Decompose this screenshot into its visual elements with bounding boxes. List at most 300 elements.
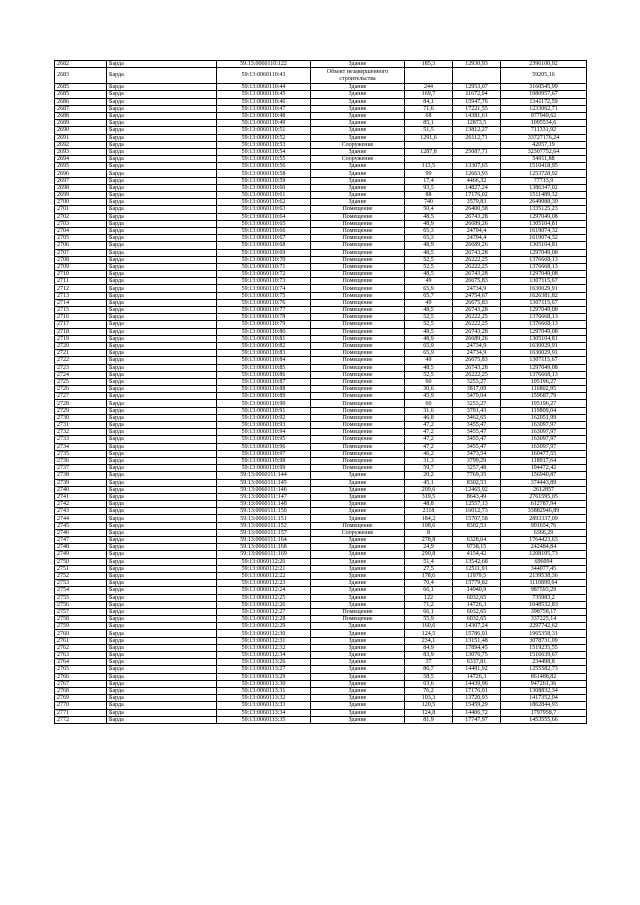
cadastral-value-cell: 1965358,31 <box>501 630 587 637</box>
row-number-cell: 2723 <box>55 364 107 371</box>
row-number-cell: 2757 <box>55 608 107 615</box>
unit-value-cell: 25087,71 <box>453 148 501 155</box>
area-cell: 47,2 <box>405 422 453 429</box>
row-number-cell: 2730 <box>55 414 107 421</box>
cadastral-value-cell: 1305104,81 <box>501 242 587 249</box>
table-row <box>55 501 587 508</box>
unit-value-cell: 24794,4 <box>453 227 501 234</box>
area-cell: 65,9 <box>405 350 453 357</box>
unit-value-cell: 8643,49 <box>453 493 501 500</box>
unit-value-cell: 17221,55 <box>453 105 501 112</box>
table-body <box>55 61 587 724</box>
unit-value-cell: 13151,48 <box>453 637 501 644</box>
object-type-cell: Помещение <box>311 335 405 342</box>
object-type-cell: Здание <box>311 587 405 594</box>
locality-cell: Барда <box>107 213 217 220</box>
area-cell: 88 <box>405 192 453 199</box>
row-number-cell: 2726 <box>55 386 107 393</box>
area-cell: 37 <box>405 659 453 666</box>
cadastral-number-cell: 59:13:0060112:31 <box>217 637 311 644</box>
row-number-cell: 2705 <box>55 235 107 242</box>
cadastral-value-cell: 977949,62 <box>501 112 587 119</box>
object-type-cell: Здание <box>311 91 405 98</box>
cadastral-value-cell: 194472,42 <box>501 465 587 472</box>
cadastral-number-cell: 59:13:0060110:58 <box>217 170 311 177</box>
unit-value-cell: 26743,28 <box>453 307 501 314</box>
object-type-cell: Помещение <box>311 450 405 457</box>
table-row <box>55 558 587 565</box>
unit-value-cell: 7769,35 <box>453 472 501 479</box>
cadastral-number-cell: 59:13:0060111:151 <box>217 515 311 522</box>
unit-value-cell: 3462,65 <box>453 414 501 421</box>
locality-cell: Барда <box>107 112 217 119</box>
table-row <box>55 608 587 615</box>
table-row <box>55 263 587 270</box>
row-number-cell: 2755 <box>55 594 107 601</box>
row-number-cell: 2751 <box>55 565 107 572</box>
table-row <box>55 695 587 702</box>
object-type-cell: Помещение <box>311 256 405 263</box>
row-number-cell: 2712 <box>55 285 107 292</box>
unit-value-cell: 6328,64 <box>453 537 501 544</box>
area-cell: 81,9 <box>405 716 453 723</box>
area-cell: 60 <box>405 378 453 385</box>
row-number-cell: 2682 <box>55 61 107 68</box>
cadastral-number-cell: 59:13:0060113:30 <box>217 680 311 687</box>
cadastral-number-cell: 59:13:0060110:56 <box>217 163 311 170</box>
table-row <box>55 177 587 184</box>
object-type-cell: Помещение <box>311 227 405 234</box>
area-cell: 108,6 <box>405 522 453 529</box>
cadastral-value-cell: 119809,04 <box>501 407 587 414</box>
row-number-cell: 2739 <box>55 479 107 486</box>
unit-value-cell: 3253,27 <box>453 400 501 407</box>
table-row <box>55 98 587 105</box>
object-type-cell: Помещение <box>311 378 405 385</box>
locality-cell: Барда <box>107 457 217 464</box>
cadastral-number-cell: 59:13:0060110:45 <box>217 91 311 98</box>
cadastral-value-cell: 1980957,67 <box>501 91 587 98</box>
row-number-cell: 2772 <box>55 716 107 723</box>
unit-value-cell <box>453 68 501 84</box>
table-row <box>55 127 587 134</box>
locality-cell: Барда <box>107 450 217 457</box>
row-number-cell: 2702 <box>55 213 107 220</box>
row-number-cell: 2736 <box>55 457 107 464</box>
object-type-cell: Здание <box>311 148 405 155</box>
cadastral-number-cell: 59:13:0060112:29 <box>217 623 311 630</box>
object-type-cell: Помещение <box>311 429 405 436</box>
row-number-cell: 2747 <box>55 537 107 544</box>
locality-cell: Барда <box>107 141 217 148</box>
area-cell: 65,9 <box>405 285 453 292</box>
object-type-cell: Здание <box>311 565 405 572</box>
row-number-cell: 2708 <box>55 256 107 263</box>
cadastral-number-cell: 59:13:0060113:27 <box>217 666 311 673</box>
cadastral-number-cell: 59:13:0060110:51 <box>217 127 311 134</box>
table-row <box>55 68 587 84</box>
table-row <box>55 493 587 500</box>
table-row <box>55 371 587 378</box>
locality-cell: Барда <box>107 594 217 601</box>
unit-value-cell: 15947,76 <box>453 98 501 105</box>
locality-cell: Барда <box>107 422 217 429</box>
cadastral-value-cell: 1376668,13 <box>501 314 587 321</box>
object-type-cell: Здание <box>311 551 405 558</box>
cadastral-number-cell: 59:13:0060110:77 <box>217 307 311 314</box>
locality-cell: Барда <box>107 285 217 292</box>
row-number-cell: 2701 <box>55 206 107 213</box>
table-row <box>55 522 587 529</box>
object-type-cell: Здание <box>311 680 405 687</box>
area-cell: 71,2 <box>405 601 453 608</box>
cadastral-number-cell: 59:13:0060111:144 <box>217 472 311 479</box>
locality-cell: Барда <box>107 630 217 637</box>
cadastral-value-cell: 1305104,81 <box>501 335 587 342</box>
area-cell: 48,9 <box>405 335 453 342</box>
locality-cell: Барда <box>107 278 217 285</box>
row-number-cell: 2725 <box>55 378 107 385</box>
cadastral-number-cell: 59:13:0060110:46 <box>217 98 311 105</box>
area-cell: 63,6 <box>405 680 453 687</box>
locality-cell: Барда <box>107 314 217 321</box>
cadastral-number-cell: 59:13:0060112:20 <box>217 558 311 565</box>
object-type-cell: Здание <box>311 105 405 112</box>
area-cell: 24,9 <box>405 544 453 551</box>
unit-value-cell: 26689,26 <box>453 335 501 342</box>
cadastral-number-cell: 59:13:0060110:43 <box>217 68 311 84</box>
cadastral-value-cell: 3078731,09 <box>501 637 587 644</box>
object-type-cell: Здание <box>311 127 405 134</box>
cadastral-number-cell: 59:13:0060110:91 <box>217 407 311 414</box>
unit-value-cell: 26112,71 <box>453 134 501 141</box>
cadastral-value-cell: 2761595,05 <box>501 493 587 500</box>
area-cell: 46,2 <box>405 450 453 457</box>
unit-value-cell: 13812,27 <box>453 127 501 134</box>
unit-value-cell: 24734,9 <box>453 350 501 357</box>
object-type-cell: Сооружение <box>311 141 405 148</box>
unit-value-cell: 17894,45 <box>453 644 501 651</box>
unit-value-cell: 6032,65 <box>453 594 501 601</box>
table-row <box>55 112 587 119</box>
area-cell: 99 <box>405 170 453 177</box>
object-type-cell: Помещение <box>311 220 405 227</box>
table-row <box>55 350 587 357</box>
cadastral-number-cell: 59:13:0060110:79 <box>217 321 311 328</box>
locality-cell: Барда <box>107 105 217 112</box>
area-cell: 70,4 <box>405 580 453 587</box>
area-cell: 209,6 <box>405 486 453 493</box>
cadastral-number-cell: 59:13:0060110:99 <box>217 465 311 472</box>
unit-value-cell: 3455,47 <box>453 443 501 450</box>
row-number-cell: 2727 <box>55 393 107 400</box>
locality-cell: Барда <box>107 170 217 177</box>
row-number-cell: 2687 <box>55 105 107 112</box>
cadastral-number-cell: 59:13:0060110:52 <box>217 134 311 141</box>
unit-value-cell: 26222,25 <box>453 263 501 270</box>
object-type-cell: Помещение <box>311 263 405 270</box>
cadastral-number-cell: 59:13:0060111:150 <box>217 508 311 515</box>
cadastral-value-cell: 1297049,08 <box>501 271 587 278</box>
area-cell: 319,5 <box>405 493 453 500</box>
row-number-cell: 2764 <box>55 659 107 666</box>
row-number-cell: 2698 <box>55 184 107 191</box>
area-cell: 8 <box>405 529 453 536</box>
cadastral-value-cell: 1797958,7 <box>501 709 587 716</box>
area-cell: 31,3 <box>405 457 453 464</box>
cadastral-number-cell: 59:13:0060110:67 <box>217 235 311 242</box>
locality-cell: Барда <box>107 127 217 134</box>
unit-value-cell: 14481,92 <box>453 666 501 673</box>
table-row <box>55 637 587 644</box>
table-row <box>55 572 587 579</box>
cadastral-number-cell: 59:13:0060111:164 <box>217 537 311 544</box>
row-number-cell: 2762 <box>55 644 107 651</box>
unit-value-cell: 14307,24 <box>453 623 501 630</box>
object-type-cell: Помещение <box>311 350 405 357</box>
locality-cell: Барда <box>107 716 217 723</box>
table-row <box>55 587 587 594</box>
area-cell: 51,4 <box>405 558 453 565</box>
row-number-cell: 2749 <box>55 551 107 558</box>
cadastral-value-cell: 1630029,91 <box>501 285 587 292</box>
unit-value-cell: 3799,29 <box>453 457 501 464</box>
area-cell <box>405 156 453 163</box>
cadastral-number-cell: 59:13:0060110:59 <box>217 177 311 184</box>
table-row <box>55 213 587 220</box>
cadastral-value-cell: 195196,27 <box>501 400 587 407</box>
table-row <box>55 120 587 127</box>
row-number-cell: 2733 <box>55 436 107 443</box>
locality-cell: Барда <box>107 357 217 364</box>
object-type-cell: Здание <box>311 134 405 141</box>
area-cell: 49 <box>405 278 453 285</box>
row-number-cell: 2713 <box>55 292 107 299</box>
object-type-cell: Помещение <box>311 285 405 292</box>
area-cell: 48,5 <box>405 249 453 256</box>
area-cell: 68 <box>405 112 453 119</box>
unit-value-cell: 3817,09 <box>453 386 501 393</box>
cadastral-number-cell: 59:13:0060110:81 <box>217 335 311 342</box>
table-row <box>55 551 587 558</box>
area-cell: 244 <box>405 84 453 91</box>
area-cell: 45,9 <box>405 393 453 400</box>
cadastral-number-cell: 59:13:0060113:35 <box>217 716 311 723</box>
unit-value-cell: 15459,29 <box>453 702 501 709</box>
unit-value-cell: 13720,93 <box>453 695 501 702</box>
cadastral-number-cell: 59:13:0060111:147 <box>217 493 311 500</box>
unit-value-cell: 12930,93 <box>453 61 501 68</box>
unit-value-cell: 24734,9 <box>453 285 501 292</box>
unit-value-cell: 8302,53 <box>453 479 501 486</box>
cadastral-value-cell: 1253728,92 <box>501 170 587 177</box>
object-type-cell: Здание <box>311 493 405 500</box>
table-row <box>55 422 587 429</box>
object-type-cell: Здание <box>311 177 405 184</box>
row-number-cell: 2752 <box>55 572 107 579</box>
row-number-cell: 2761 <box>55 637 107 644</box>
unit-value-cell: 11979,5 <box>453 572 501 579</box>
row-number-cell: 2748 <box>55 544 107 551</box>
cadastral-value-cell: 33727176,24 <box>501 134 587 141</box>
locality-cell: Барда <box>107 479 217 486</box>
cadastral-number-cell: 59:13:0060111:145 <box>217 479 311 486</box>
table-row <box>55 91 587 98</box>
area-cell: 169,7 <box>405 91 453 98</box>
area-cell: 113,5 <box>405 163 453 170</box>
cadastral-value-cell: 2893337,09 <box>501 515 587 522</box>
locality-cell: Барда <box>107 271 217 278</box>
cadastral-number-cell: 59:13:0060110:49 <box>217 120 311 127</box>
row-number-cell: 2737 <box>55 465 107 472</box>
locality-cell: Барда <box>107 537 217 544</box>
table-row <box>55 271 587 278</box>
cadastral-number-cell: 59:13:0060110:47 <box>217 105 311 112</box>
area-cell: 290,8 <box>405 551 453 558</box>
object-type-cell: Здание <box>311 716 405 723</box>
cadastral-number-cell: 59:13:0060113:34 <box>217 709 311 716</box>
row-number-cell: 2719 <box>55 335 107 342</box>
unit-value-cell: 3455,47 <box>453 436 501 443</box>
cadastral-value-cell: 1048532,83 <box>501 601 587 608</box>
locality-cell: Барда <box>107 148 217 155</box>
row-number-cell: 2729 <box>55 407 107 414</box>
locality-cell: Барда <box>107 472 217 479</box>
table-row <box>55 299 587 306</box>
unit-value-cell: 6032,65 <box>453 616 501 623</box>
unit-value-cell <box>453 141 501 148</box>
object-type-cell: Помещение <box>311 616 405 623</box>
cadastral-number-cell: 59:13:0060110:65 <box>217 220 311 227</box>
table-row <box>55 702 587 709</box>
row-number-cell: 2760 <box>55 630 107 637</box>
table-row <box>55 580 587 587</box>
area-cell: 93,5 <box>405 184 453 191</box>
area-cell: 45,1 <box>405 479 453 486</box>
cadastral-value-cell: 1297049,08 <box>501 213 587 220</box>
cadastral-value-cell: 1510418,95 <box>501 163 587 170</box>
cadastral-value-cell: 1233062,71 <box>501 105 587 112</box>
cadastral-value-cell: 1511489,32 <box>501 192 587 199</box>
object-type-cell: Помещение <box>311 364 405 371</box>
table-row <box>55 61 587 68</box>
table-row <box>55 141 587 148</box>
locality-cell: Барда <box>107 120 217 127</box>
cadastral-value-cell: 947261,36 <box>501 680 587 687</box>
area-cell: 124,8 <box>405 709 453 716</box>
object-type-cell: Здание <box>311 472 405 479</box>
cadastral-value-cell: 1208105,73 <box>501 551 587 558</box>
object-type-cell: Здание <box>311 163 405 170</box>
object-type-cell: Здание <box>311 120 405 127</box>
table-row <box>55 472 587 479</box>
locality-cell: Барда <box>107 493 217 500</box>
unit-value-cell: 13542,68 <box>453 558 501 565</box>
unit-value-cell <box>453 529 501 536</box>
unit-value-cell: 13307,65 <box>453 163 501 170</box>
cadastral-value-cell: 1297049,08 <box>501 249 587 256</box>
cadastral-value-cell: 1297049,08 <box>501 328 587 335</box>
table-row <box>55 601 587 608</box>
cadastral-value-cell: 163097,97 <box>501 443 587 450</box>
object-type-cell: Помещение <box>311 443 405 450</box>
cadastral-number-cell: 59:13:0060113:31 <box>217 687 311 694</box>
table-row <box>55 666 587 673</box>
cadastral-number-cell: 59:13:0060110:96 <box>217 443 311 450</box>
row-number-cell: 2710 <box>55 271 107 278</box>
row-number-cell: 2720 <box>55 342 107 349</box>
row-number-cell: 2746 <box>55 529 107 536</box>
unit-value-cell: 12953,07 <box>453 84 501 91</box>
cadastral-value-cell: 987593,29 <box>501 587 587 594</box>
unit-value-cell: 14381,61 <box>453 112 501 119</box>
cadastral-number-cell: 59:13:0060110:89 <box>217 393 311 400</box>
object-type-cell: Здание <box>311 170 405 177</box>
locality-cell: Барда <box>107 652 217 659</box>
object-type-cell: Помещение <box>311 608 405 615</box>
unit-value-cell: 15779,82 <box>453 580 501 587</box>
locality-cell: Барда <box>107 501 217 508</box>
cadastral-number-cell: 59:13:0060113:33 <box>217 702 311 709</box>
locality-cell: Барда <box>107 342 217 349</box>
row-number-cell: 2715 <box>55 307 107 314</box>
area-cell: 185,3 <box>405 61 453 68</box>
object-type-cell: Сооружение <box>311 156 405 163</box>
row-number-cell: 2771 <box>55 709 107 716</box>
cadastral-value-cell: 1630029,91 <box>501 350 587 357</box>
area-cell: 31,6 <box>405 407 453 414</box>
locality-cell: Барда <box>107 84 217 91</box>
table-row <box>55 659 587 666</box>
unit-value-cell: 14726,3 <box>453 601 501 608</box>
locality-cell: Барда <box>107 256 217 263</box>
cadastral-value-cell: 234498,8 <box>501 659 587 666</box>
row-number-cell: 2693 <box>55 148 107 155</box>
cadastral-value-cell: 162051,99 <box>501 414 587 421</box>
object-type-cell: Помещение <box>311 436 405 443</box>
object-type-cell: Здание <box>311 486 405 493</box>
locality-cell: Барда <box>107 558 217 565</box>
cadastral-number-cell: 59:13:0060110:76 <box>217 299 311 306</box>
cadastral-number-cell: 59:13:0060110:85 <box>217 364 311 371</box>
cadastral-value-cell: 711331,92 <box>501 127 587 134</box>
locality-cell: Барда <box>107 587 217 594</box>
cadastral-value-cell: 1297049,08 <box>501 307 587 314</box>
cadastral-value-cell: 1376668,13 <box>501 263 587 270</box>
table-row <box>55 630 587 637</box>
locality-cell: Барда <box>107 199 217 206</box>
unit-value-cell: 14439,96 <box>453 680 501 687</box>
area-cell: 48,5 <box>405 364 453 371</box>
unit-value-cell: 26689,26 <box>453 220 501 227</box>
unit-value-cell: 26222,25 <box>453 321 501 328</box>
row-number-cell: 2745 <box>55 522 107 529</box>
object-type-cell: Здание <box>311 572 405 579</box>
cadastral-value-cell: 1110899,64 <box>501 580 587 587</box>
cadastral-value-cell: 861488,82 <box>501 673 587 680</box>
cadastral-number-cell: 59:13:0060110:122 <box>217 61 311 68</box>
area-cell: 65,9 <box>405 342 453 349</box>
row-number-cell: 2721 <box>55 350 107 357</box>
row-number-cell: 2716 <box>55 314 107 321</box>
locality-cell: Барда <box>107 307 217 314</box>
area-cell: 49 <box>405 299 453 306</box>
locality-cell: Барда <box>107 572 217 579</box>
locality-cell: Барда <box>107 429 217 436</box>
locality-cell: Барда <box>107 702 217 709</box>
area-cell: 51,5 <box>405 127 453 134</box>
cadastral-number-cell: 59:13:0060110:75 <box>217 292 311 299</box>
